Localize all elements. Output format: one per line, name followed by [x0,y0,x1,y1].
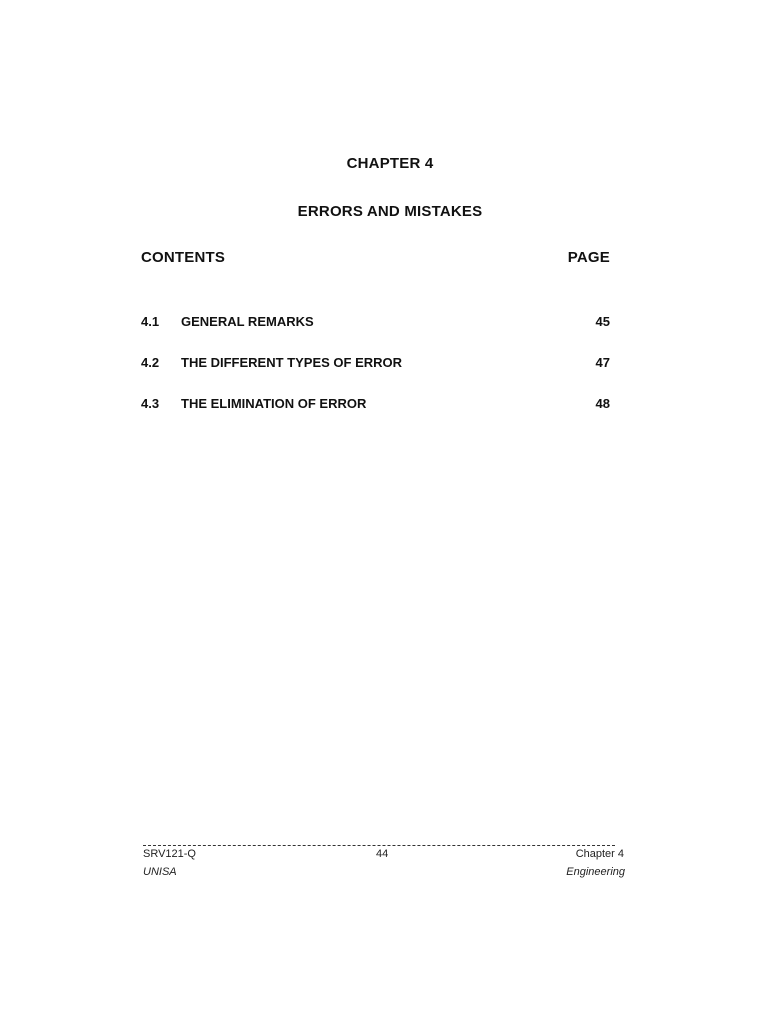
toc-entry-title: THE DIFFERENT TYPES OF ERROR [181,355,403,370]
toc-entry-page: 48 [595,396,610,411]
page-column-label: PAGE [567,249,610,266]
toc-entry-title: THE ELIMINATION OF ERROR [181,396,367,411]
footer-chapter: Chapter 4 [575,848,624,860]
footer-faculty: Engineering [566,866,625,878]
toc-entry-number: 4.1 [141,314,160,329]
footer-institution: UNISA [143,866,177,878]
toc-entry-page: 45 [595,314,610,329]
footer-page-number: 44 [376,848,389,860]
toc-entry-page: 47 [595,355,610,370]
toc-entry-number: 4.3 [141,396,160,411]
footer-divider [143,845,615,846]
toc-entry [141,396,610,414]
toc-entry-number: 4.2 [141,355,160,370]
footer-course-code: SRV121-Q [143,848,196,860]
chapter-heading: CHAPTER 4 [346,155,434,172]
contents-label: CONTENTS [141,249,226,266]
toc-entry [141,355,610,373]
chapter-title: ERRORS AND MISTAKES [297,203,483,220]
toc-entry [141,314,610,332]
toc-entry-title: GENERAL REMARKS [181,314,314,329]
